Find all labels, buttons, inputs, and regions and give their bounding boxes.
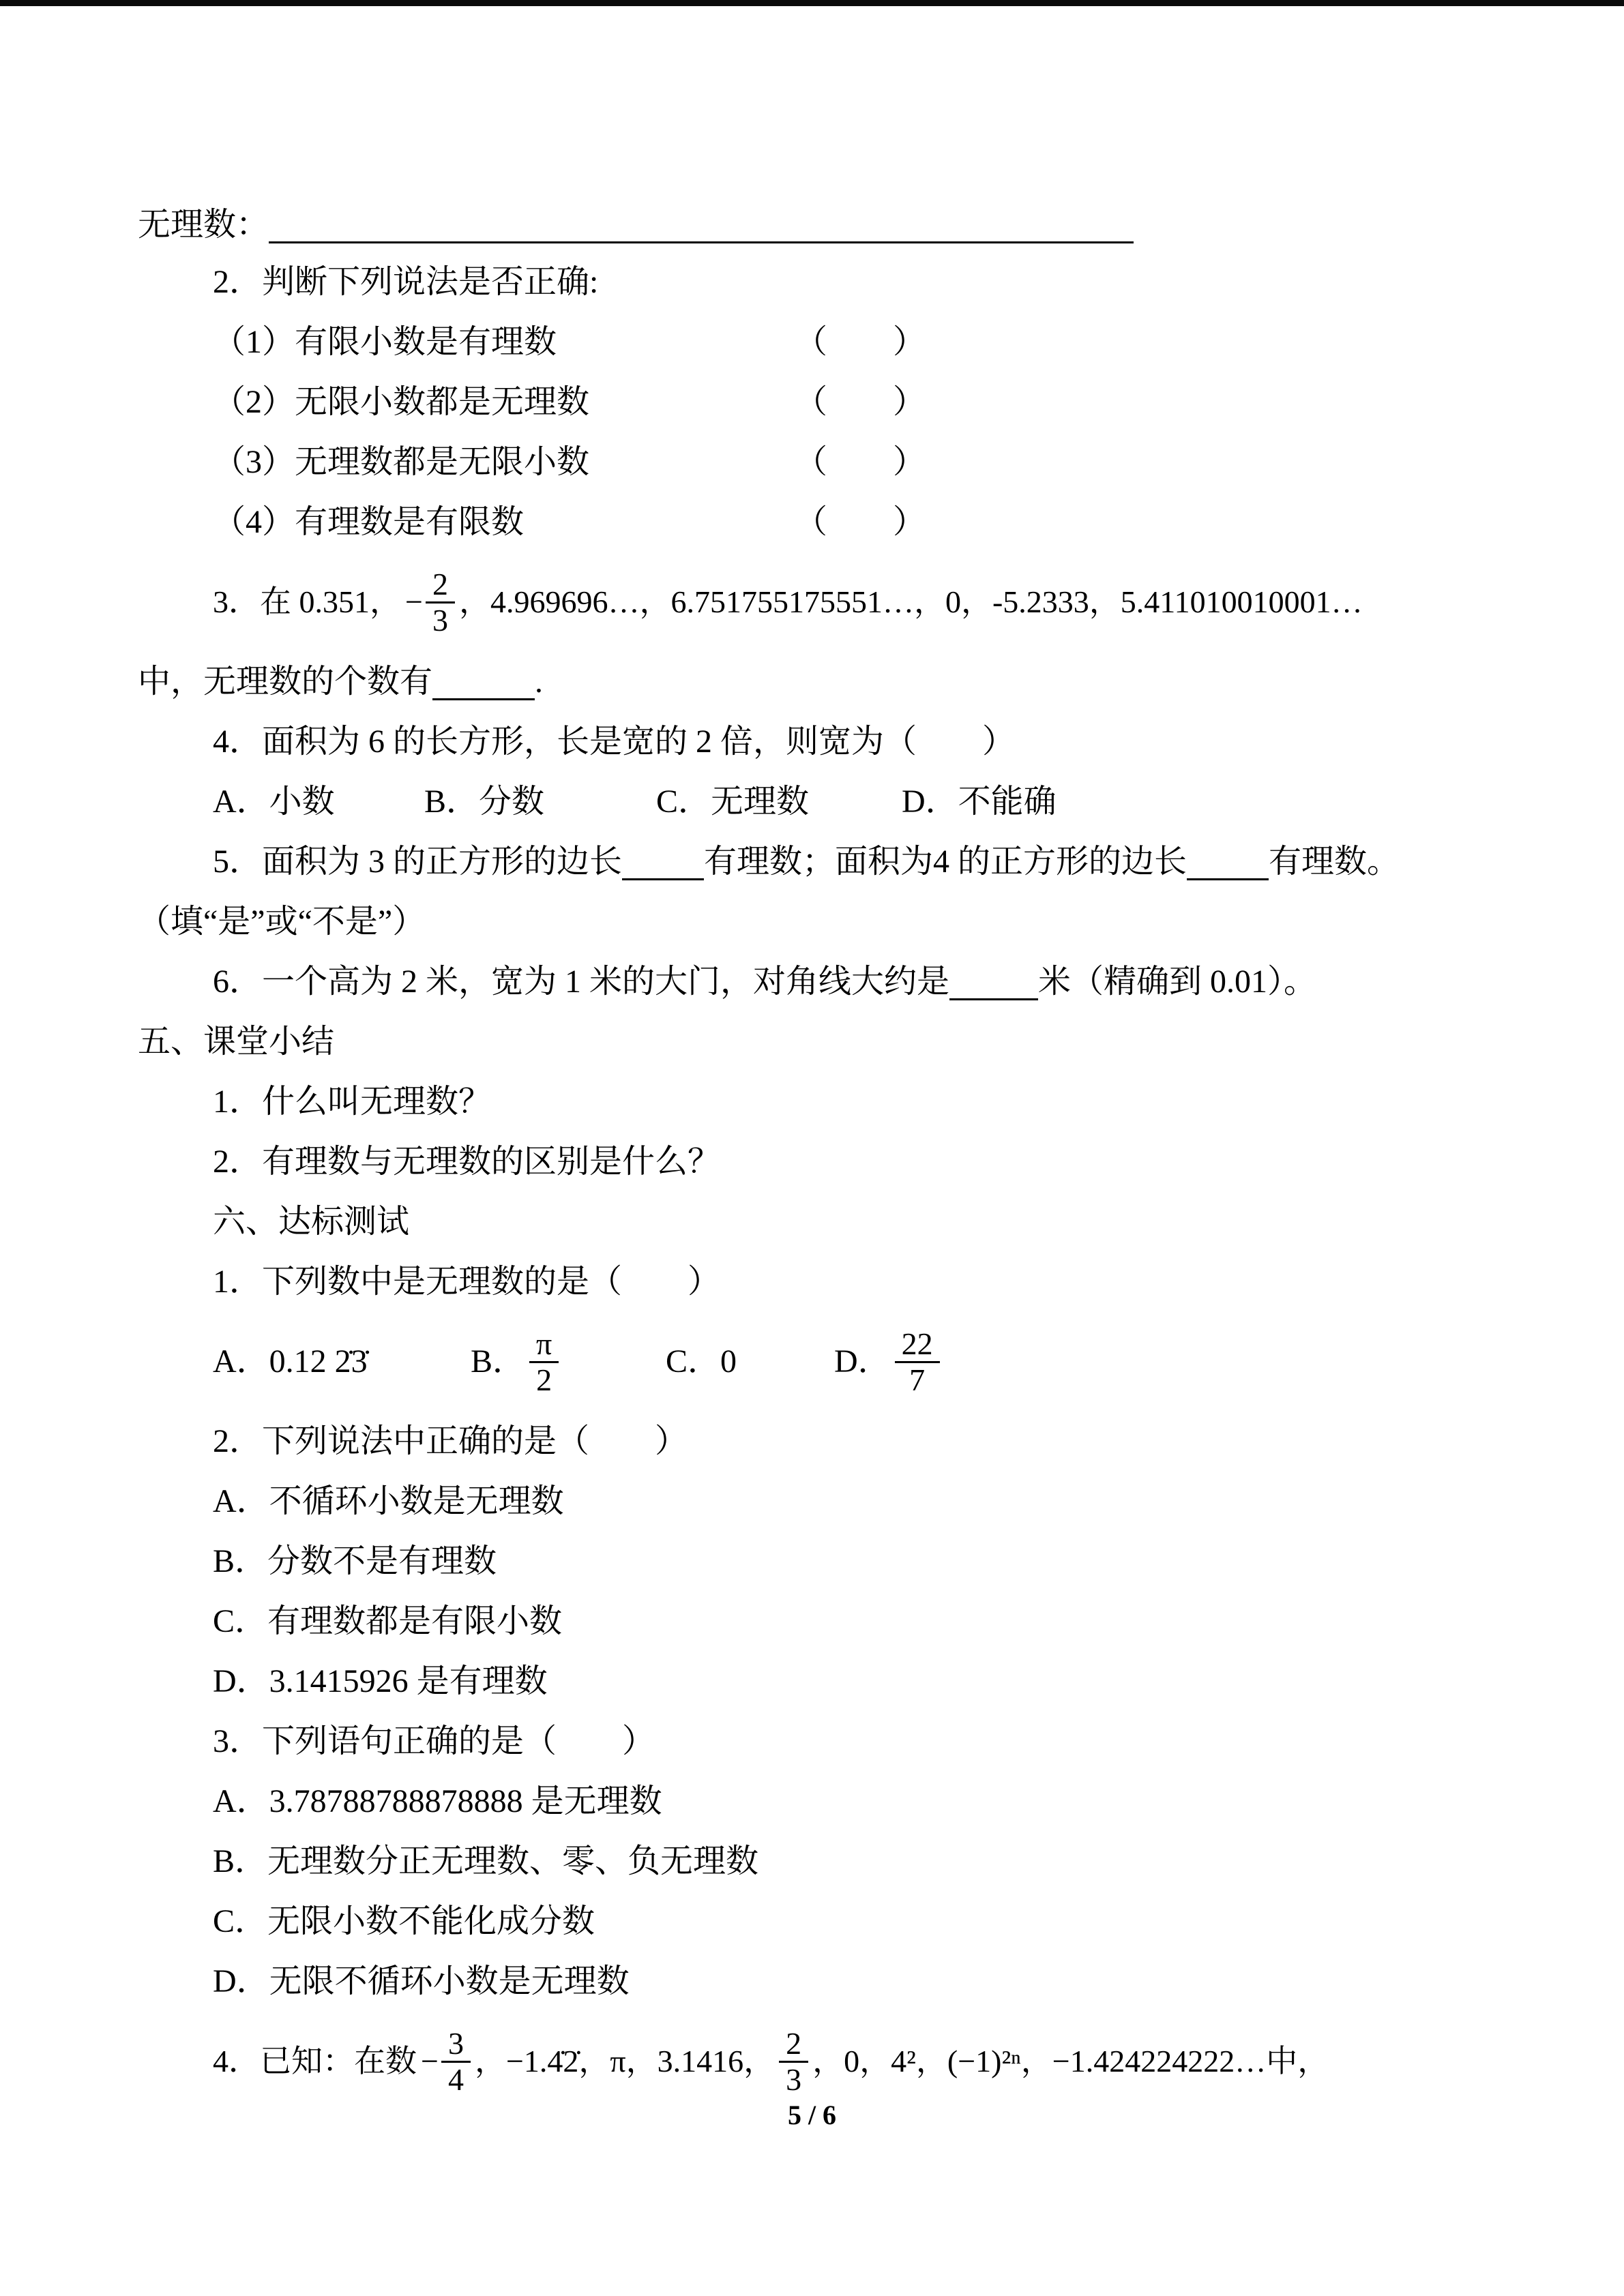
judge-item-3-paren: （ ） bbox=[794, 444, 926, 481]
irrational-fill-line bbox=[138, 198, 1498, 252]
fraction-denominator: 2 bbox=[536, 1362, 552, 1397]
question-3-lead: 3．在 0.351， bbox=[213, 584, 401, 620]
fraction-denominator: 7 bbox=[909, 1362, 926, 1397]
fill-blank-side2 bbox=[1187, 844, 1269, 880]
question-5-note-text: （填“是”或“不是”） bbox=[138, 904, 426, 940]
test-1-title bbox=[138, 1252, 1498, 1312]
question-3-rest: ，4.969696…，6.751755175551…，0，-5.2333，5.411010010001… bbox=[458, 584, 1363, 620]
option-a: A．小数 bbox=[213, 784, 335, 820]
judge-item-1-text: （1）有限小数是有理数 bbox=[213, 324, 557, 361]
fraction-2-3 bbox=[779, 2027, 808, 2096]
test-2-option-a-text: A．不循环小数是无理数 bbox=[213, 1483, 564, 1520]
question-3-continuation bbox=[138, 652, 1498, 712]
fill-blank-count bbox=[432, 664, 535, 700]
test-3-option-d-text: D．无限不循环小数是无理数 bbox=[213, 1963, 630, 2000]
option-b: B．分数 bbox=[424, 784, 545, 820]
fraction-sign: − bbox=[421, 2044, 439, 2079]
judge-item-3-text: （3）无理数都是无限小数 bbox=[213, 444, 590, 481]
test-2-option-c bbox=[138, 1592, 1498, 1652]
judge-item-1 bbox=[138, 312, 926, 372]
fraction-sign: − bbox=[405, 584, 423, 620]
question-5-mid: 有理数；面积为4 的正方形的边长 bbox=[704, 844, 1187, 880]
question-2-title bbox=[138, 252, 1498, 312]
test-2-option-a bbox=[138, 1472, 1498, 1532]
test-3-option-c-text: C．无限小数不能化成分数 bbox=[213, 1903, 595, 1940]
test-4-line bbox=[138, 2012, 1498, 2111]
judge-item-2-paren: （ ） bbox=[794, 384, 926, 421]
fraction-numerator: π bbox=[529, 1327, 559, 1363]
fraction-22-7 bbox=[895, 1327, 940, 1397]
question-6-part2: 米（精确到 0.01）。 bbox=[1038, 964, 1317, 1000]
section-5-title-text: 五、课堂小结 bbox=[138, 1024, 335, 1060]
question-2-text: 2．判断下列说法是否正确: bbox=[213, 264, 599, 301]
test-3-option-a-text: A．3.78788788878888 是无理数 bbox=[213, 1783, 662, 1820]
question-3-cont-text: 中，无理数的个数有 bbox=[138, 664, 433, 700]
section-5-title bbox=[138, 1012, 1498, 1072]
question-5-end: 有理数。 bbox=[1269, 844, 1400, 880]
test-1-options bbox=[138, 1312, 1498, 1412]
test-3-title bbox=[138, 1712, 1498, 1772]
test-2-option-b bbox=[138, 1532, 1498, 1592]
judge-item-1-paren: （ ） bbox=[794, 324, 926, 361]
fraction-numerator: 22 bbox=[895, 1327, 940, 1363]
test-3-option-b bbox=[138, 1832, 1498, 1892]
judge-item-4-paren: （ ） bbox=[794, 504, 926, 541]
fill-blank-irrational bbox=[269, 207, 1134, 243]
irrational-label: 无理数： bbox=[138, 207, 269, 243]
question-5-line bbox=[138, 832, 1498, 892]
fraction-denominator: 3 bbox=[432, 602, 448, 638]
test-4-mid: ，−1.4̇2̇，π，3.1416， bbox=[474, 2044, 776, 2079]
section-6-title-text: 六、达标测试 bbox=[213, 1204, 410, 1240]
test-2-title bbox=[138, 1412, 1498, 1472]
test-1-option-d bbox=[834, 1327, 944, 1397]
question-6-line bbox=[138, 952, 1498, 1012]
fraction-denominator: 3 bbox=[786, 2061, 802, 2097]
test-1-text: 1．下列数中是无理数的是（ ） bbox=[213, 1264, 721, 1300]
test-2-option-d-text: D．3.1415926 是有理数 bbox=[213, 1663, 548, 1700]
fraction-numerator: 2 bbox=[779, 2027, 808, 2063]
question-5-part1: 5．面积为 3 的正方形的边长 bbox=[213, 844, 623, 880]
page-content bbox=[138, 198, 1498, 2111]
judge-item-2 bbox=[138, 372, 926, 432]
question-6-part1: 6．一个高为 2 米，宽为 1 米的大门，对角线大约是 bbox=[213, 964, 950, 1000]
fraction-neg-2-3 bbox=[405, 567, 455, 637]
test-1-option-d-label: D． bbox=[834, 1343, 891, 1380]
test-3-option-a bbox=[138, 1772, 1498, 1832]
question-5-note bbox=[138, 892, 1498, 952]
test-1-option-c: C．0 bbox=[666, 1343, 737, 1380]
test-2-option-b-text: B．分数不是有理数 bbox=[213, 1543, 497, 1580]
page-number-text: 5 / 6 bbox=[787, 2100, 837, 2130]
fill-blank-side1 bbox=[622, 844, 704, 880]
section-6-title bbox=[138, 1192, 1498, 1252]
question-4-title bbox=[138, 712, 1498, 772]
page-number bbox=[0, 2099, 1624, 2132]
summary-item-1-text: 1．什么叫无理数？ bbox=[213, 1084, 492, 1120]
fraction-neg-3-4 bbox=[421, 2027, 471, 2096]
summary-item-1 bbox=[138, 1072, 1498, 1132]
test-1-option-b bbox=[471, 1327, 666, 1397]
question-3-cont-end: . bbox=[535, 664, 544, 700]
test-4-rest: ，0，4²，(−1)²ⁿ，−1.424224222…中， bbox=[812, 2044, 1329, 2079]
question-4-options bbox=[138, 772, 1498, 832]
test-2-option-d bbox=[138, 1652, 1498, 1712]
summary-item-2-text: 2．有理数与无理数的区别是什么？ bbox=[213, 1144, 721, 1180]
fill-blank-diagonal bbox=[949, 964, 1038, 1000]
fraction-numerator: 2 bbox=[426, 567, 455, 603]
fraction-denominator: 4 bbox=[447, 2061, 464, 2097]
fraction-pi-2 bbox=[529, 1327, 559, 1397]
test-2-text: 2．下列说法中正确的是（ ） bbox=[213, 1423, 688, 1460]
test-3-text: 3．下列语句正确的是（ ） bbox=[213, 1723, 655, 1760]
test-1-option-a: A．0.12 2̇3̇ bbox=[213, 1343, 368, 1380]
question-4-text: 4．面积为 6 的长方形，长是宽的 2 倍，则宽为（ ） bbox=[213, 724, 1016, 760]
option-c: C．无理数 bbox=[656, 784, 810, 820]
scan-top-border bbox=[0, 0, 1624, 6]
test-3-option-c bbox=[138, 1892, 1498, 1952]
summary-item-2 bbox=[138, 1132, 1498, 1192]
judge-item-4 bbox=[138, 492, 926, 552]
test-4-lead: 4．已知：在数 bbox=[213, 2044, 417, 2079]
test-3-option-d bbox=[138, 1952, 1498, 2012]
option-d: D．不能确 bbox=[902, 784, 1057, 820]
fraction-numerator: 3 bbox=[441, 2027, 471, 2063]
test-3-option-b-text: B．无理数分正无理数、零、负无理数 bbox=[213, 1843, 759, 1880]
judge-item-4-text: （4）有理数是有限数 bbox=[213, 504, 525, 541]
judge-item-2-text: （2）无限小数都是无理数 bbox=[213, 384, 590, 421]
test-1-option-b-label: B． bbox=[471, 1343, 526, 1380]
question-3-line bbox=[138, 552, 1498, 652]
judge-item-3 bbox=[138, 432, 926, 492]
test-2-option-c-text: C．有理数都是有限小数 bbox=[213, 1603, 563, 1640]
